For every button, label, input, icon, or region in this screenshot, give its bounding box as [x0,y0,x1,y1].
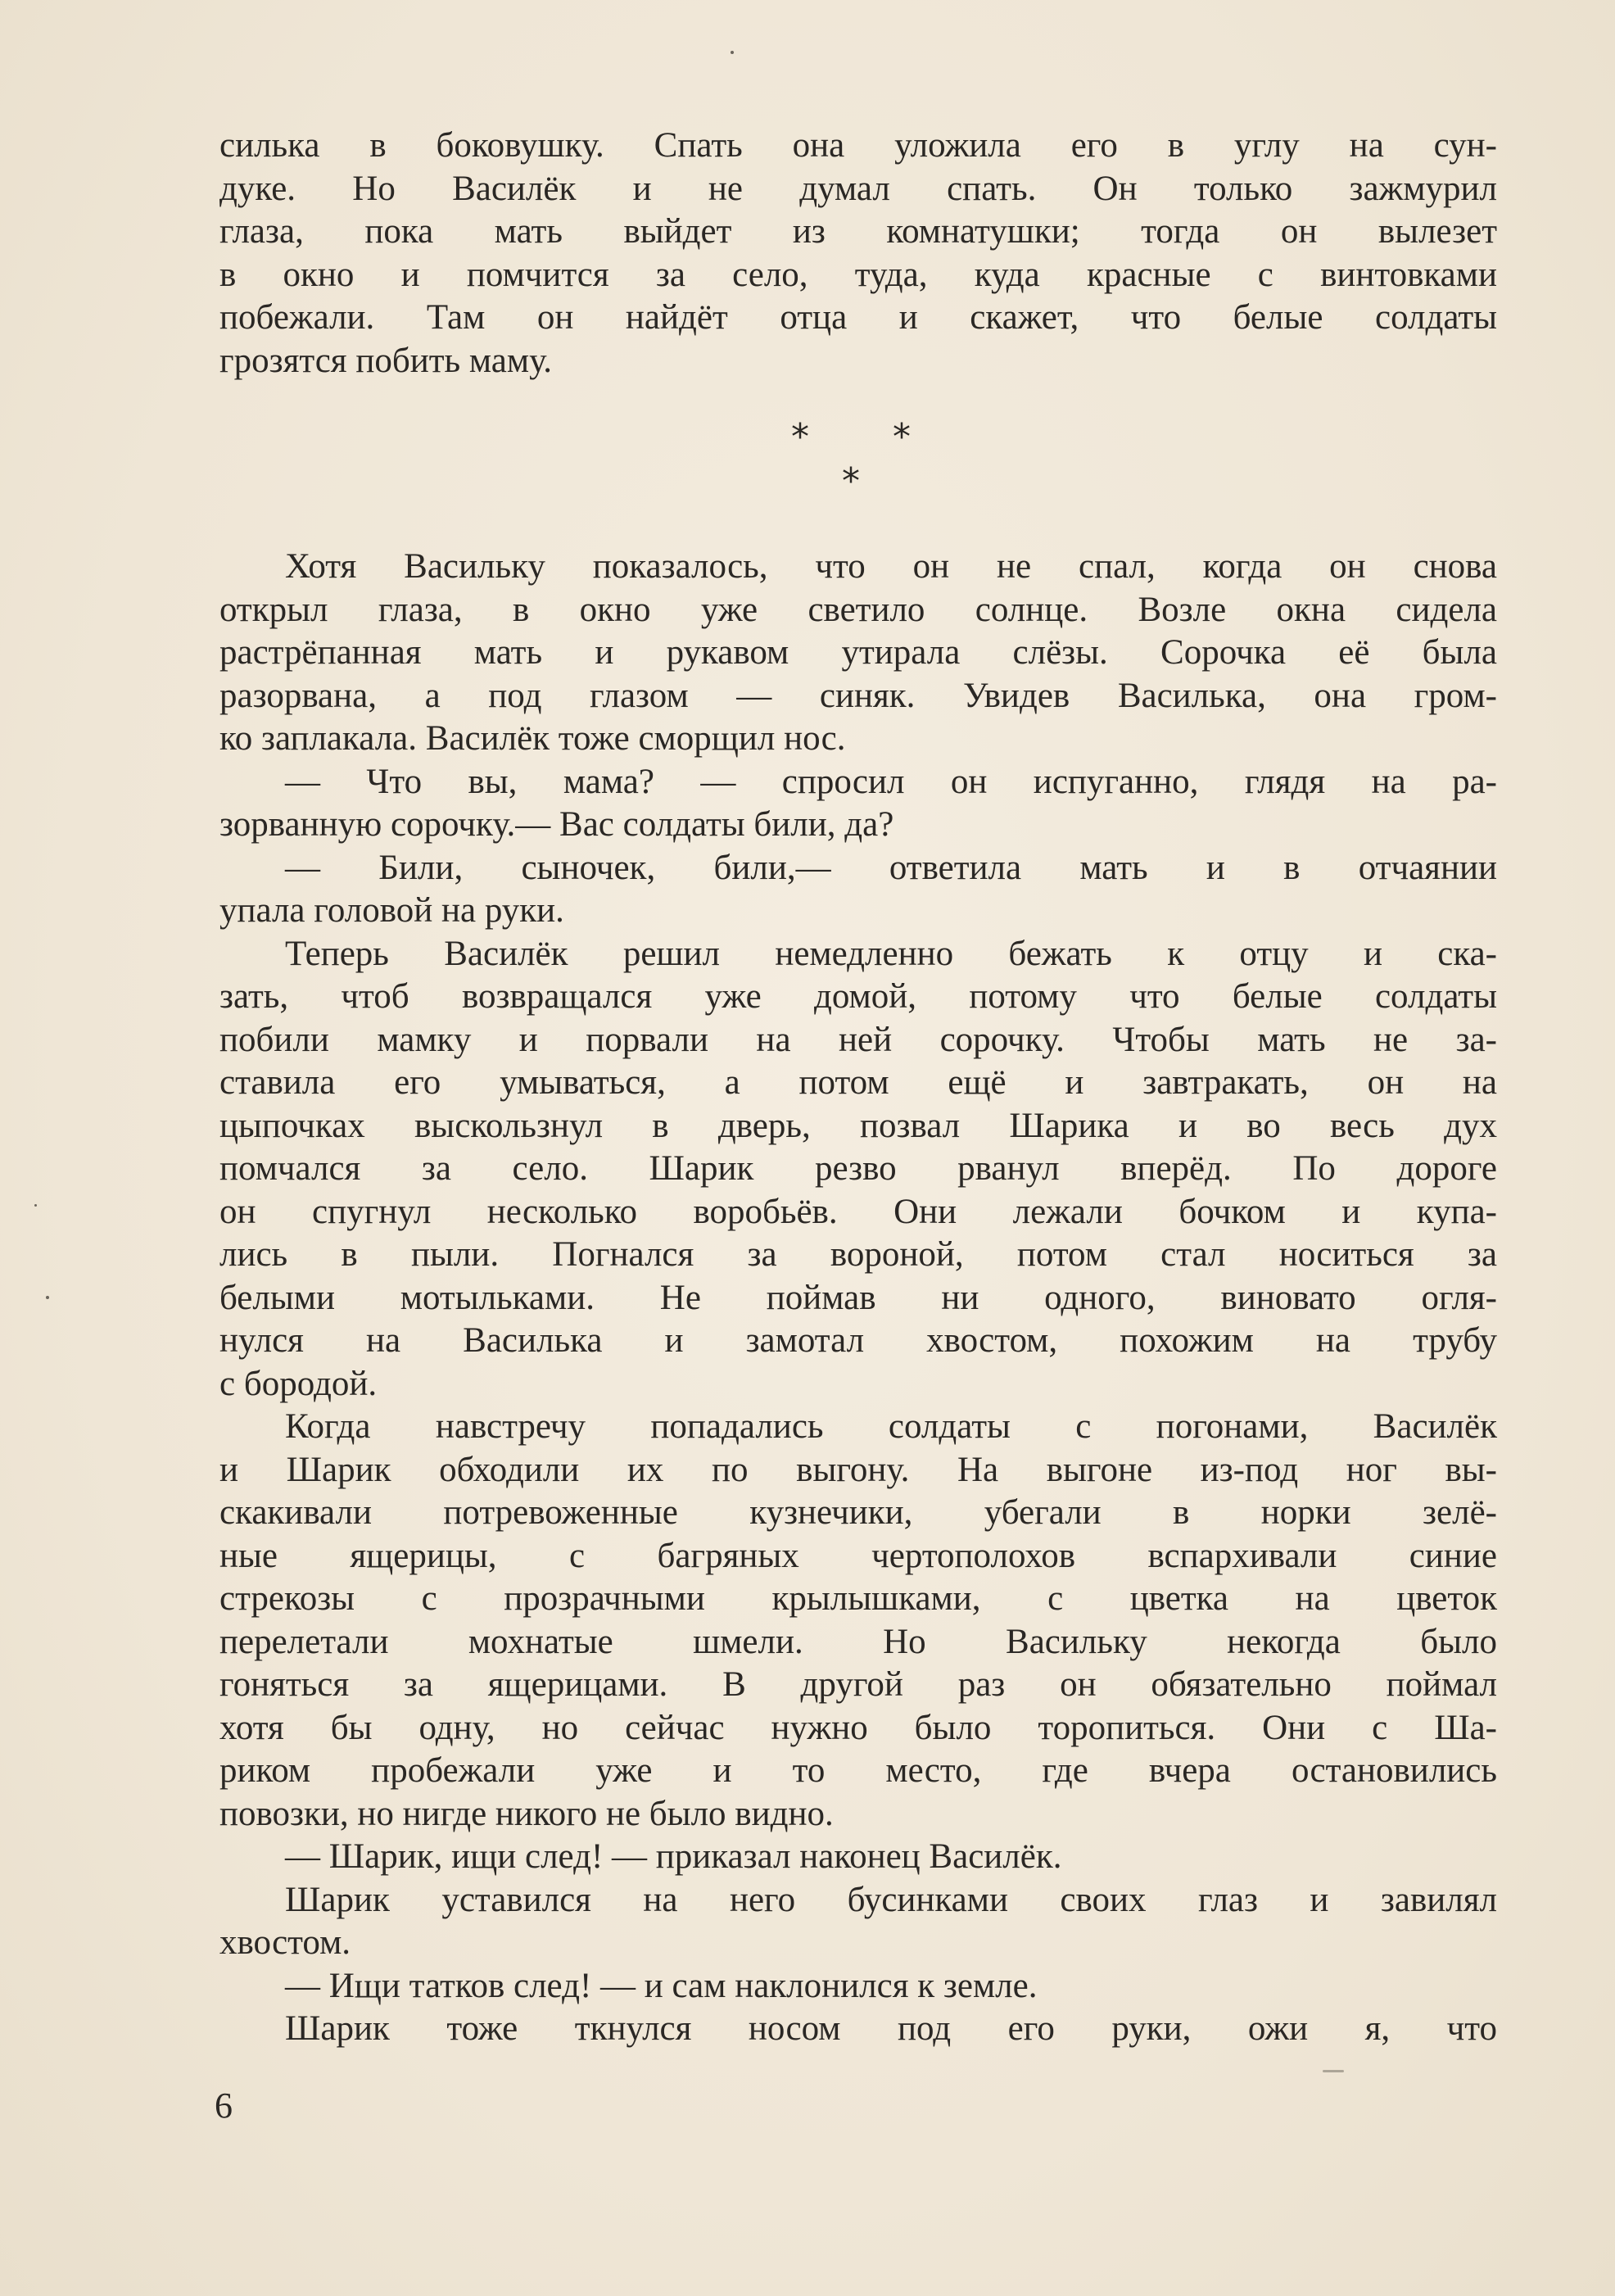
text-line: зорванную сорочку.— Вас солдаты били, да? [219,805,894,844]
text-line: хвостом. [219,1923,351,1962]
text-line: — Шарик, ищи след! — приказал наконец Василёк. [285,1837,1062,1876]
paper-speck [731,51,734,54]
text-line: цыпочках выскользнул в дверь, позвал Шарика и во весь дух [219,1106,1497,1145]
text-line: риком пробежали уже и то место, где вчера остановились [219,1751,1497,1790]
paragraph-block-main [219,546,1497,2051]
text-line: открыл глаза, в окно уже светило солнце. Возле окна сидела [219,590,1497,629]
text-line: лись в пыли. Погнался за вороной, потом стал носиться за [219,1235,1497,1274]
text-line: повозки, но нигде никого не было видно. [219,1794,834,1833]
asterisk: * [791,416,809,458]
text-line: глаза, пока мать выйдет из комнатушки; тогда он вылезет [219,212,1497,251]
text-line: он спугнул несколько воробьёв. Они лежали бочком и купа- [219,1192,1497,1231]
text-line: дуке. Но Василёк и не думал спать. Он только зажмурил [219,169,1497,208]
paper-speck [1323,2070,1344,2072]
text-line: скакивали потревоженные кузнечики, убегали в норки зелё- [219,1493,1497,1532]
text-line: нулся на Василька и замотал хвостом, похожим на трубу [219,1321,1497,1360]
asterisk: * [893,416,911,458]
text-line: гоняться за ящерицами. В другой раз он обязательно поймал [219,1665,1497,1704]
paragraph-block-top [219,125,1497,383]
text-line: Шарик тоже ткнулся носом под его руки, ожи я, что [285,2009,1497,2048]
paper-speck [46,1296,49,1299]
text-line: Шарик уставился на него бусинками своих глаз и завилял [285,1880,1497,1919]
text-line: Теперь Василёк решил немедленно бежать к отцу и ска- [285,934,1497,973]
text-line: — Ищи татков след! — и сам наклонился к земле. [285,1966,1038,2005]
text-line: ставила его умываться, а потом ещё и завтракать, он на [219,1063,1497,1102]
text-line: — Били, сыночек, били,— ответила мать и в отчаянии [285,848,1497,887]
text-line: перелетали мохнатые шмели. Но Васильку некогда было [219,1622,1497,1661]
text-line: силька в боковушку. Спать она уложила его в углу на сун- [219,126,1497,165]
text-line: с бородой. [219,1364,378,1403]
text-line: в окно и помчится за село, туда, куда красные с винтовками [219,255,1497,294]
text-line: ко заплакала. Василёк тоже сморщил нос. [219,719,846,758]
paper-speck [34,1204,37,1207]
text-line: хотя бы одну, но сейчас нужно было торопиться. Они с Ша- [219,1708,1497,1747]
text-line: ные ящерицы, с багряных чертополохов вспархивали синие [219,1536,1497,1575]
text-line: стрекозы с прозрачными крылышками, с цветка на цветок [219,1579,1497,1618]
text-line: Когда навстречу попадались солдаты с погонами, Василёк [285,1407,1497,1446]
asterisk: * [842,460,860,502]
text-line: разорвана, а под глазом — синяк. Увидев Василька, она гром- [219,676,1497,715]
text-line: — Что вы, мама? — спросил он испуганно, глядя на ра- [285,762,1497,801]
text-line: зать, чтоб возвращался уже домой, потому что белые солдаты [219,977,1497,1016]
section-break-asterisks [770,410,934,508]
text-line: упала головой на руки. [219,891,564,930]
page-number: 6 [215,2085,233,2126]
text-line: помчался за село. Шарик резво рванул вперёд. По дороге [219,1149,1497,1188]
text-line: и Шарик обходили их по выгону. На выгоне из-под ног вы- [219,1450,1497,1489]
text-line: Хотя Васильку показалось, что он не спал, когда он снова [285,547,1497,586]
text-line: побежали. Там он найдёт отца и скажет, что белые солдаты [219,298,1497,337]
text-line: растрёпанная мать и рукавом утирала слёзы. Сорочка её была [219,633,1497,672]
text-line: побили мамку и порвали на ней сорочку. Чтобы мать не за- [219,1020,1497,1059]
text-line: белыми мотыльками. Не поймав ни одного, виновато огля- [219,1278,1497,1317]
text-line: грозятся побить маму. [219,341,553,380]
